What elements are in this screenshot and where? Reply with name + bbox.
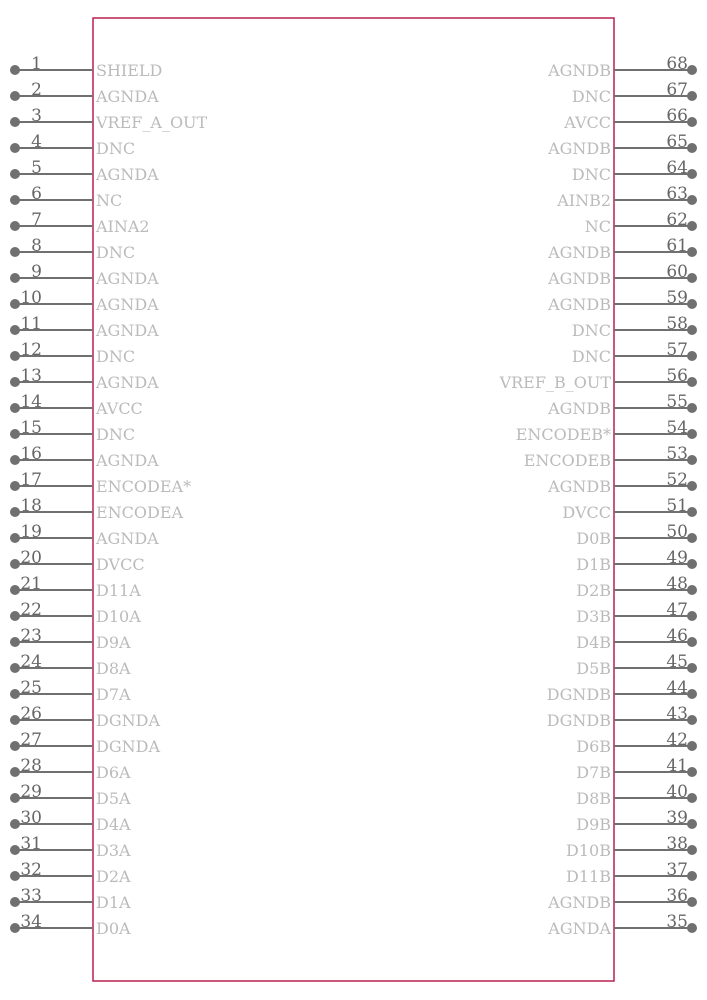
pin-number: 13 <box>20 366 42 386</box>
pin-43 <box>547 704 697 730</box>
pin-19 <box>10 522 159 548</box>
pin-number: 24 <box>20 652 42 672</box>
pin-name: DGNDB <box>546 685 611 704</box>
pin-connection-dot <box>687 767 697 777</box>
pin-connection-dot <box>10 871 20 881</box>
pin-67 <box>572 80 697 106</box>
pin-44 <box>547 678 697 704</box>
pin-connection-dot <box>10 325 20 335</box>
pin-name: D1A <box>96 893 131 912</box>
pin-25 <box>10 678 131 704</box>
pin-number: 36 <box>666 886 688 906</box>
pin-12 <box>10 340 135 366</box>
pin-connection-dot <box>687 663 697 673</box>
pin-29 <box>10 782 131 808</box>
pin-connection-dot <box>10 91 20 101</box>
pin-name: NC <box>584 217 611 236</box>
pin-name: D10B <box>566 841 611 860</box>
pin-name: D5B <box>576 659 611 678</box>
pin-name: DNC <box>96 347 136 366</box>
pin-57 <box>572 340 697 366</box>
pin-connection-dot <box>687 247 697 257</box>
pin-name: DGNDA <box>96 737 160 756</box>
pin-connection-dot <box>10 351 20 361</box>
pin-number: 31 <box>20 834 42 854</box>
pin-name: D5A <box>96 789 131 808</box>
pin-connection-dot <box>10 689 20 699</box>
pin-name: DNC <box>571 347 611 366</box>
pin-name: DGNDA <box>96 711 160 730</box>
pin-number: 12 <box>20 340 42 360</box>
pin-connection-dot <box>687 559 697 569</box>
pin-18 <box>10 496 184 522</box>
pin-name: AGNDA <box>96 269 159 288</box>
pin-number: 56 <box>666 366 688 386</box>
pin-name: D6A <box>96 763 131 782</box>
pin-number: 10 <box>20 288 42 308</box>
left-pin-group <box>10 54 208 938</box>
pin-name: AGNDA <box>96 373 159 392</box>
pin-16 <box>10 444 159 470</box>
pin-connection-dot <box>10 845 20 855</box>
pin-name: AGNDB <box>548 893 611 912</box>
pin-name: AGNDA <box>96 529 159 548</box>
pin-name: AGNDA <box>96 165 159 184</box>
pin-27 <box>10 730 160 756</box>
pin-name: ENCODEB* <box>515 425 611 444</box>
pin-name: D7A <box>96 685 131 704</box>
pin-name: AGNDB <box>548 269 611 288</box>
pin-number: 47 <box>666 600 688 620</box>
pin-14 <box>10 392 143 418</box>
pin-number: 52 <box>666 470 688 490</box>
pin-name: D8A <box>96 659 131 678</box>
pin-connection-dot <box>687 403 697 413</box>
pin-number: 39 <box>666 808 688 828</box>
pin-37 <box>566 860 697 886</box>
pin-51 <box>562 496 697 522</box>
pin-name: AGNDB <box>548 61 611 80</box>
pin-41 <box>576 756 697 782</box>
pin-name: D0A <box>96 919 131 938</box>
pin-connection-dot <box>687 923 697 933</box>
pin-connection-dot <box>10 195 20 205</box>
pin-number: 6 <box>31 184 42 204</box>
pin-number: 41 <box>666 756 688 776</box>
pin-name: DNC <box>571 87 611 106</box>
pin-name: ENCODEB <box>523 451 611 470</box>
pin-connection-dot <box>687 871 697 881</box>
pin-number: 43 <box>666 704 688 724</box>
pin-10 <box>10 288 159 314</box>
pin-number: 35 <box>666 912 688 932</box>
pin-name: AINB2 <box>557 191 611 210</box>
pin-number: 67 <box>666 80 688 100</box>
pin-connection-dot <box>10 403 20 413</box>
pin-connection-dot <box>10 169 20 179</box>
pin-connection-dot <box>687 455 697 465</box>
pin-4 <box>10 132 135 158</box>
pin-6 <box>10 184 122 210</box>
pin-39 <box>576 808 697 834</box>
pin-number: 17 <box>20 470 42 490</box>
pin-connection-dot <box>10 273 20 283</box>
pin-name: AGNDB <box>548 139 611 158</box>
pin-number: 4 <box>31 132 42 152</box>
pin-connection-dot <box>10 65 20 75</box>
pin-name: D8B <box>576 789 611 808</box>
pin-name: DNC <box>96 243 136 262</box>
pin-number: 2 <box>31 80 42 100</box>
pin-name: D9B <box>576 815 611 834</box>
pin-name: D4A <box>96 815 131 834</box>
pin-50 <box>576 522 697 548</box>
pin-connection-dot <box>10 143 20 153</box>
pin-number: 26 <box>20 704 42 724</box>
pin-name: D3B <box>576 607 611 626</box>
pin-name: AGNDB <box>548 477 611 496</box>
pin-13 <box>10 366 159 392</box>
pin-31 <box>10 834 131 860</box>
pin-connection-dot <box>687 65 697 75</box>
pin-number: 9 <box>31 262 42 282</box>
pin-name: VREF_B_OUT <box>499 373 611 392</box>
pin-number: 32 <box>20 860 42 880</box>
pin-connection-dot <box>687 221 697 231</box>
pin-20 <box>10 548 145 574</box>
pin-connection-dot <box>10 247 20 257</box>
pin-name: DVCC <box>562 503 611 522</box>
pin-number: 11 <box>20 314 42 334</box>
pin-number: 25 <box>20 678 42 698</box>
pin-name: DNC <box>571 321 611 340</box>
pin-number: 30 <box>20 808 42 828</box>
pin-connection-dot <box>687 325 697 335</box>
pin-28 <box>10 756 131 782</box>
pin-connection-dot <box>10 533 20 543</box>
pin-63 <box>556 184 697 210</box>
pin-connection-dot <box>687 819 697 829</box>
pin-number: 5 <box>31 158 42 178</box>
pin-3 <box>10 106 208 132</box>
pin-connection-dot <box>687 637 697 647</box>
pin-connection-dot <box>687 91 697 101</box>
pin-number: 38 <box>666 834 688 854</box>
pin-9 <box>10 262 159 288</box>
pin-24 <box>10 652 131 678</box>
pin-connection-dot <box>687 585 697 595</box>
pin-number: 44 <box>666 678 688 698</box>
pin-connection-dot <box>10 429 20 439</box>
pin-name: AGNDA <box>96 451 159 470</box>
pin-number: 22 <box>20 600 42 620</box>
pin-52 <box>547 470 697 496</box>
pin-connection-dot <box>10 793 20 803</box>
pin-23 <box>10 626 131 652</box>
pin-number: 49 <box>666 548 688 568</box>
pin-connection-dot <box>10 559 20 569</box>
pin-name: D1B <box>576 555 611 574</box>
pin-number: 50 <box>666 522 688 542</box>
pin-name: D4B <box>576 633 611 652</box>
pin-58 <box>572 314 697 340</box>
pin-name: DNC <box>571 165 611 184</box>
pin-number: 34 <box>20 912 42 932</box>
pin-name: D9A <box>96 633 131 652</box>
pin-61 <box>547 236 697 262</box>
pin-number: 68 <box>666 54 688 74</box>
pin-connection-dot <box>10 117 20 127</box>
pin-name: D11A <box>96 581 141 600</box>
pin-connection-dot <box>10 767 20 777</box>
pin-1 <box>10 54 162 80</box>
pin-number: 37 <box>666 860 688 880</box>
pin-name: D2B <box>576 581 611 600</box>
pin-number: 3 <box>31 106 42 126</box>
pin-connection-dot <box>687 195 697 205</box>
pin-number: 51 <box>666 496 688 516</box>
pin-name: D0B <box>576 529 611 548</box>
pin-34 <box>10 912 131 938</box>
pin-connection-dot <box>687 611 697 621</box>
pin-46 <box>576 626 697 652</box>
ic-body-outline <box>93 18 614 981</box>
pin-65 <box>547 132 697 158</box>
pin-connection-dot <box>687 273 697 283</box>
pin-number: 19 <box>20 522 42 542</box>
pin-name: AVCC <box>564 113 611 132</box>
pin-8 <box>10 236 135 262</box>
pin-38 <box>566 834 697 860</box>
pin-number: 59 <box>666 288 688 308</box>
pin-number: 20 <box>20 548 42 568</box>
pin-2 <box>10 80 159 106</box>
pin-name: DGNDB <box>546 711 611 730</box>
pin-number: 53 <box>666 444 688 464</box>
pin-47 <box>576 600 697 626</box>
pin-connection-dot <box>687 715 697 725</box>
pin-connection-dot <box>10 507 20 517</box>
pin-21 <box>10 574 141 600</box>
pin-name: DVCC <box>96 555 145 574</box>
pin-connection-dot <box>687 377 697 387</box>
pin-connection-dot <box>687 169 697 179</box>
pin-49 <box>576 548 697 574</box>
pin-connection-dot <box>10 741 20 751</box>
pin-33 <box>10 886 131 912</box>
pin-connection-dot <box>687 481 697 491</box>
pin-name: AGNDA <box>96 321 159 340</box>
pin-name: AGNDB <box>548 295 611 314</box>
pin-name: D3A <box>96 841 131 860</box>
pin-number: 27 <box>20 730 42 750</box>
pin-68 <box>547 54 697 80</box>
pin-name: SHIELD <box>96 61 163 80</box>
pin-connection-dot <box>687 507 697 517</box>
pin-number: 45 <box>666 652 688 672</box>
pin-connection-dot <box>687 429 697 439</box>
pin-connection-dot <box>687 897 697 907</box>
pin-name: D11B <box>566 867 611 886</box>
pin-connection-dot <box>10 819 20 829</box>
pin-number: 15 <box>20 418 42 438</box>
pin-name: D10A <box>96 607 141 626</box>
pin-name: ENCODEA <box>96 503 184 522</box>
pin-connection-dot <box>10 637 20 647</box>
pin-connection-dot <box>687 741 697 751</box>
pin-connection-dot <box>687 299 697 309</box>
pin-connection-dot <box>10 663 20 673</box>
pin-5 <box>10 158 159 184</box>
pin-48 <box>576 574 697 600</box>
pin-connection-dot <box>10 481 20 491</box>
pin-connection-dot <box>10 715 20 725</box>
pin-connection-dot <box>10 897 20 907</box>
pin-number: 64 <box>666 158 688 178</box>
pin-number: 29 <box>20 782 42 802</box>
pin-11 <box>10 314 159 340</box>
pin-36 <box>547 886 697 912</box>
pin-number: 40 <box>666 782 688 802</box>
pin-name: D2A <box>96 867 131 886</box>
pin-name: AGNDA <box>96 87 159 106</box>
pin-name: NC <box>96 191 123 210</box>
pin-connection-dot <box>10 299 20 309</box>
pin-connection-dot <box>10 377 20 387</box>
pin-45 <box>576 652 697 678</box>
pin-connection-dot <box>687 143 697 153</box>
pin-number: 57 <box>666 340 688 360</box>
pin-connection-dot <box>687 845 697 855</box>
right-pin-group <box>499 54 697 938</box>
pin-number: 14 <box>20 392 42 412</box>
pin-name: AGNDB <box>548 243 611 262</box>
pin-name: AGNDA <box>548 919 611 938</box>
pin-name: DNC <box>96 139 136 158</box>
pin-number: 54 <box>666 418 688 438</box>
pin-number: 1 <box>31 54 42 74</box>
pin-connection-dot <box>10 221 20 231</box>
pin-number: 55 <box>666 392 688 412</box>
pin-connection-dot <box>687 689 697 699</box>
pin-number: 65 <box>666 132 688 152</box>
pin-number: 66 <box>666 106 688 126</box>
pin-54 <box>516 418 697 444</box>
pin-name: D7B <box>576 763 611 782</box>
pin-connection-dot <box>10 455 20 465</box>
pin-name: AVCC <box>96 399 143 418</box>
pin-name: D6B <box>576 737 611 756</box>
pin-connection-dot <box>10 923 20 933</box>
pin-number: 21 <box>20 574 42 594</box>
pin-number: 18 <box>20 496 42 516</box>
pin-53 <box>524 444 697 470</box>
pin-55 <box>547 392 697 418</box>
pin-30 <box>10 808 131 834</box>
pin-35 <box>547 912 697 938</box>
pin-number: 48 <box>666 574 688 594</box>
pin-15 <box>10 418 135 444</box>
pin-7 <box>10 210 150 236</box>
pin-number: 60 <box>666 262 688 282</box>
pin-name: AGNDA <box>96 295 159 314</box>
pin-number: 63 <box>666 184 688 204</box>
pin-number: 8 <box>31 236 42 256</box>
pin-name: AGNDB <box>548 399 611 418</box>
pin-number: 23 <box>20 626 42 646</box>
pin-connection-dot <box>687 793 697 803</box>
pin-number: 61 <box>666 236 688 256</box>
pin-name: ENCODEA* <box>96 477 192 496</box>
pin-number: 46 <box>666 626 688 646</box>
pin-number: 58 <box>666 314 688 334</box>
pin-name: AINA2 <box>96 217 150 236</box>
pin-connection-dot <box>687 533 697 543</box>
pin-name: VREF_A_OUT <box>96 113 208 132</box>
pin-connection-dot <box>10 611 20 621</box>
pin-66 <box>563 106 697 132</box>
pin-32 <box>10 860 131 886</box>
pin-number: 42 <box>666 730 688 750</box>
pin-64 <box>572 158 697 184</box>
pin-number: 7 <box>31 210 42 230</box>
pin-59 <box>547 288 697 314</box>
pin-60 <box>547 262 697 288</box>
pin-name: DNC <box>96 425 136 444</box>
pin-56 <box>499 366 697 392</box>
pin-40 <box>576 782 697 808</box>
pin-number: 28 <box>20 756 42 776</box>
pin-62 <box>585 210 697 236</box>
pin-17 <box>10 470 191 496</box>
pin-number: 16 <box>20 444 42 464</box>
pin-number: 33 <box>20 886 42 906</box>
pin-number: 62 <box>666 210 688 230</box>
pin-connection-dot <box>687 351 697 361</box>
pin-22 <box>10 600 141 626</box>
pin-connection-dot <box>10 585 20 595</box>
pin-26 <box>10 704 160 730</box>
pin-connection-dot <box>687 117 697 127</box>
pin-42 <box>576 730 697 756</box>
